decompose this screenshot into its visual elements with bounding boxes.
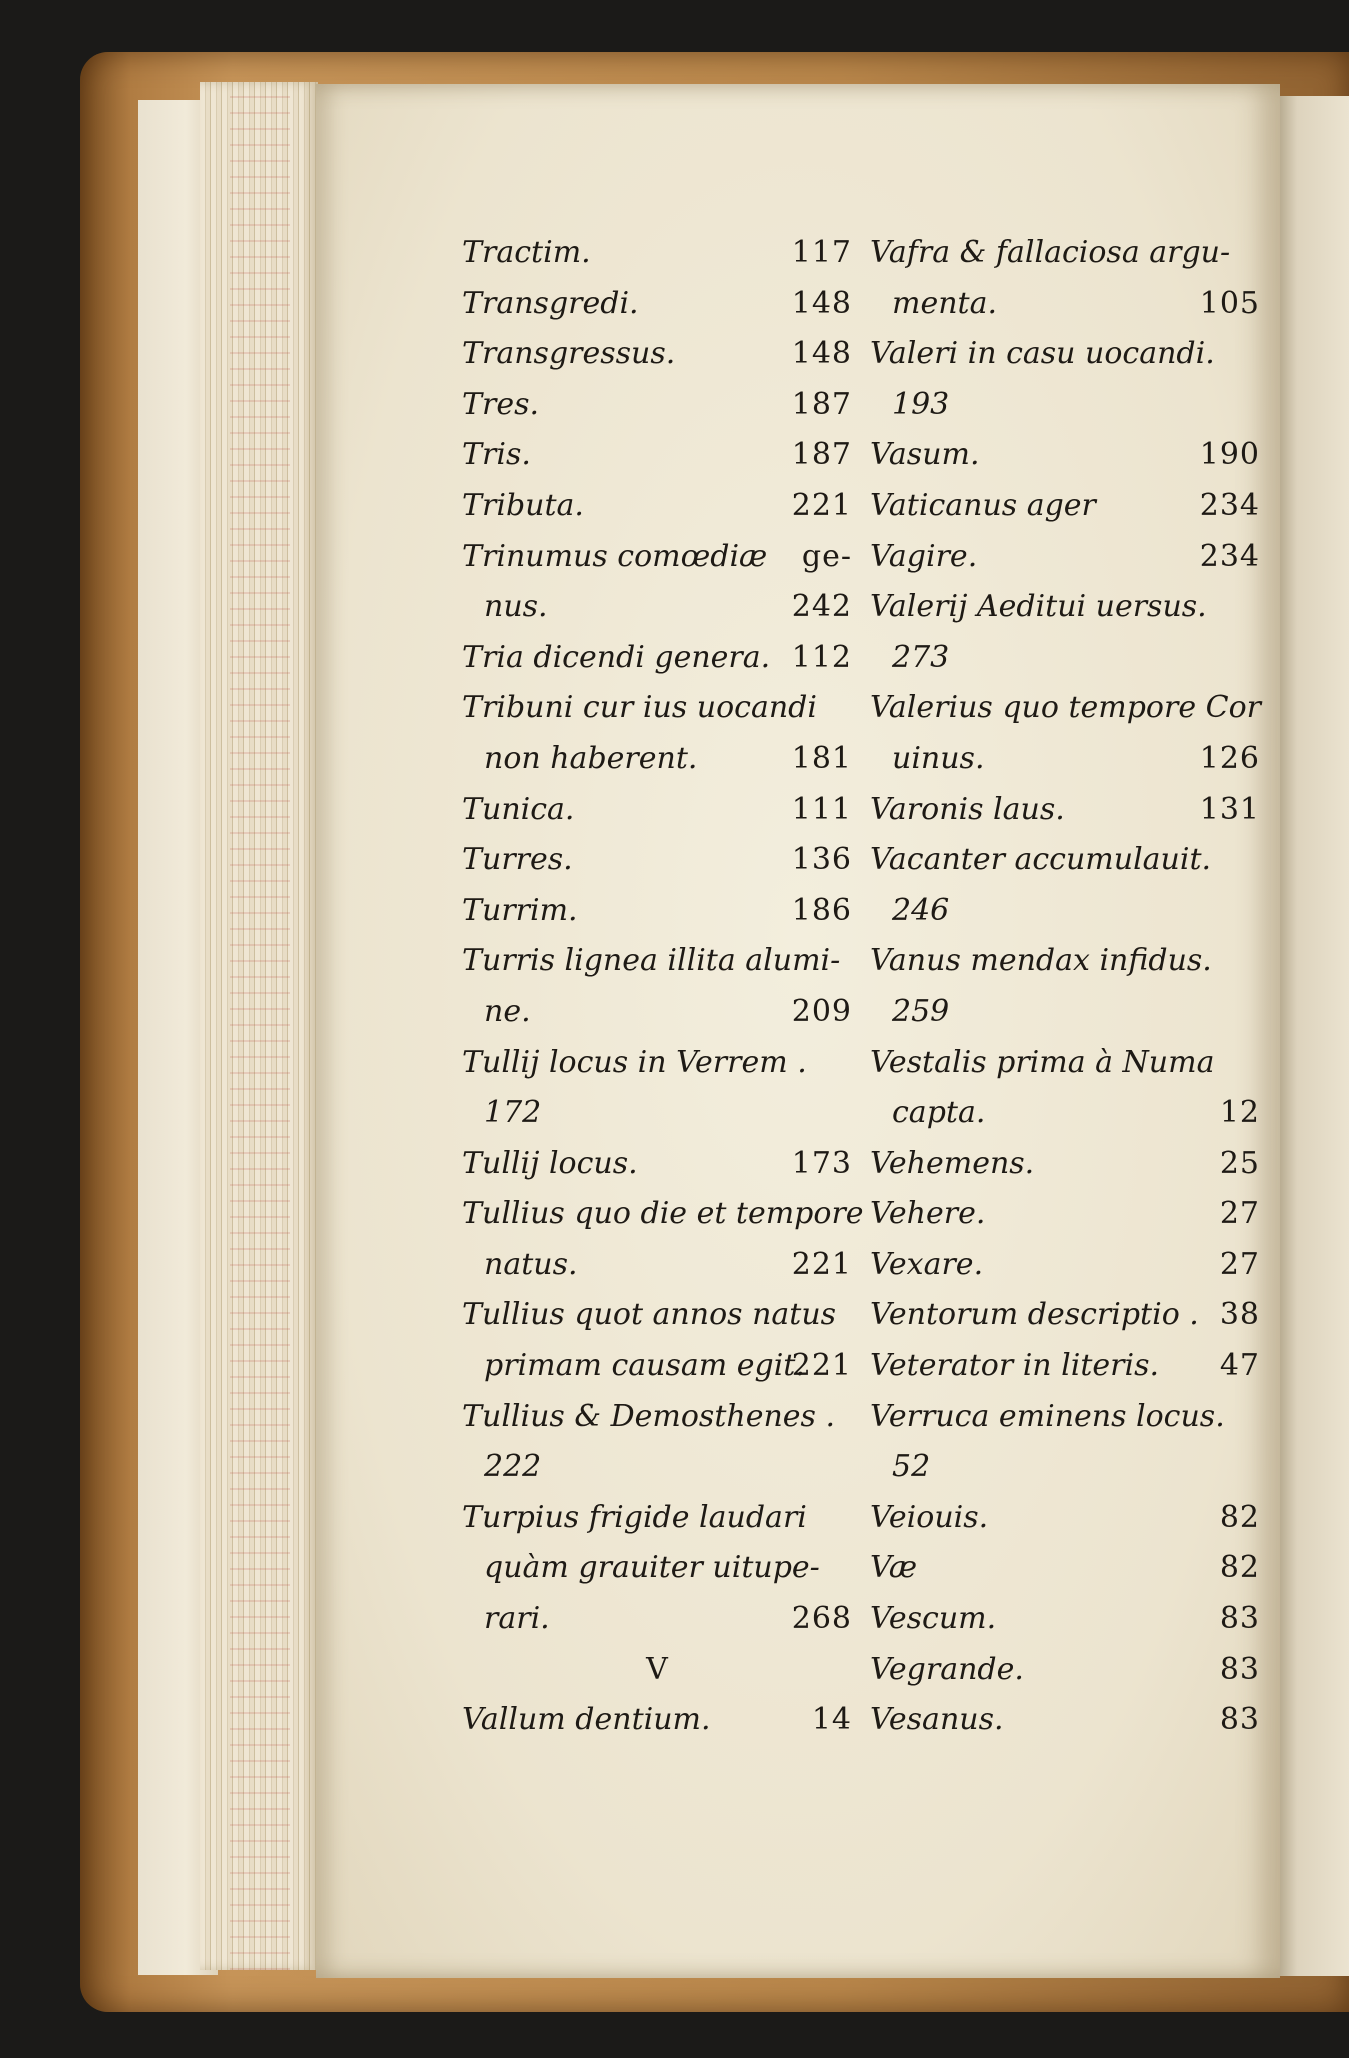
entry-term: quàm grauiter uitupe-	[484, 1550, 820, 1586]
index-entry	[870, 1543, 1260, 1594]
entry-term: Tullij locus in Verrem .	[462, 1044, 807, 1080]
entry-page-number: 47	[1219, 1348, 1260, 1384]
entry-page-number: 187	[791, 437, 852, 473]
index-entry	[462, 987, 852, 1038]
entry-term: Vescum.	[870, 1601, 997, 1637]
entry-term: Turrim.	[462, 892, 578, 928]
index-entry	[462, 228, 852, 279]
entry-page-number: 83	[1219, 1601, 1260, 1637]
entry-term: Tullius quo die et tempore	[462, 1196, 864, 1232]
entry-term: 52	[892, 1449, 931, 1485]
entry-page-number: 136	[791, 842, 852, 878]
index-entry	[870, 734, 1260, 785]
entry-term: Tribuni cur ius uocandi	[462, 690, 817, 726]
entry-term: Vehemens.	[870, 1145, 1035, 1181]
index-entry	[870, 1240, 1260, 1291]
entry-term: 246	[892, 892, 950, 928]
entry-term: menta.	[892, 285, 997, 321]
index-entry	[870, 1341, 1260, 1392]
index-entry	[462, 633, 852, 684]
entry-term: Vesanus.	[870, 1702, 1004, 1738]
entry-page-number: 173	[791, 1145, 852, 1181]
index-entry	[462, 1543, 852, 1594]
index-entry	[870, 633, 1260, 684]
entry-page-number: 105	[1199, 285, 1260, 321]
entry-page-number: 190	[1199, 437, 1260, 473]
entry-term: Væ	[870, 1550, 918, 1586]
index-entry	[870, 1189, 1260, 1240]
index-entry	[870, 1645, 1260, 1696]
entry-term: Vagire.	[870, 538, 978, 574]
index-entry	[462, 1442, 852, 1493]
entry-page-number: 221	[791, 1348, 852, 1384]
index-entry	[462, 1189, 864, 1240]
entry-term: Vexare.	[870, 1246, 984, 1282]
entry-term: Turpius frigide laudari	[462, 1499, 807, 1535]
index-entry	[462, 1038, 852, 1089]
entry-term: Tullius quot annos natus	[462, 1297, 837, 1333]
entry-term: Turris lignea illita alumi-	[462, 943, 841, 979]
index-entry	[870, 430, 1260, 481]
entry-term: Valerij Aeditui uersus.	[870, 589, 1207, 625]
index-entry	[870, 582, 1260, 633]
index-entry	[870, 785, 1260, 836]
entry-term: 273	[892, 639, 950, 675]
entry-page-number: 12	[1219, 1095, 1260, 1131]
entry-page-number: 268	[791, 1601, 852, 1637]
index-entry	[462, 1341, 852, 1392]
entry-term: nus.	[484, 589, 548, 625]
entry-term: Veiouis.	[870, 1499, 989, 1535]
entry-page-number: 111	[791, 791, 852, 827]
entry-term: primam causam egit.	[484, 1348, 805, 1384]
entry-page-number: 82	[1219, 1499, 1260, 1535]
entry-term: 193	[892, 386, 950, 422]
index-entry	[870, 1139, 1260, 1190]
entry-page-number: 14	[811, 1702, 852, 1738]
entry-term: capta.	[892, 1095, 986, 1131]
entry-term: Trinumus comœdiæ	[462, 538, 768, 574]
entry-page-number: 242	[791, 589, 852, 625]
entry-page-number: 83	[1219, 1651, 1260, 1687]
entry-page-number: 234	[1199, 487, 1260, 523]
index-entry	[870, 1695, 1260, 1746]
entry-term: Vafra & fallaciosa argu-	[870, 235, 1231, 270]
index-entry	[870, 279, 1260, 330]
entry-term: non haberent.	[484, 740, 698, 776]
entry-term: 222	[484, 1449, 542, 1485]
index-entry	[870, 1392, 1260, 1443]
index-entry	[870, 1493, 1260, 1544]
index-entry	[870, 532, 1260, 583]
entry-term: Veterator in literis.	[870, 1348, 1160, 1384]
index-entry	[870, 1088, 1260, 1139]
entry-term: Valeri in casu uocandi.	[870, 336, 1215, 372]
index-entry	[462, 1594, 852, 1645]
entry-page-number: 209	[791, 993, 852, 1029]
index-entry	[462, 1088, 852, 1139]
index-entry	[870, 1038, 1260, 1089]
entry-page-number: 187	[791, 386, 852, 422]
entry-term: Turres.	[462, 842, 573, 878]
entry-page-number: 38	[1219, 1297, 1260, 1333]
entry-term: rari.	[484, 1601, 550, 1637]
entry-term: Vanus mendax infidus.	[870, 943, 1212, 979]
entry-term: V	[646, 1651, 668, 1687]
index-entry	[462, 1290, 852, 1341]
index-entry	[462, 329, 852, 380]
index-entry	[462, 734, 852, 785]
entry-term: Transgressus.	[462, 336, 676, 372]
page-edges	[200, 82, 318, 1970]
index-entry	[870, 228, 1260, 279]
index-entry	[462, 785, 852, 836]
entry-term: Tunica.	[462, 791, 575, 827]
index-entry	[870, 1442, 1260, 1493]
entry-page-number: 131	[1199, 791, 1260, 827]
entry-page-number: 27	[1219, 1196, 1260, 1232]
entry-term: Tres.	[462, 386, 540, 422]
entry-term: Varonis laus.	[870, 791, 1065, 827]
entry-term: natus.	[484, 1246, 578, 1282]
index-entry	[870, 1594, 1260, 1645]
entry-term: Tullius & Demosthenes .	[462, 1398, 835, 1434]
entry-page-number: ge-	[801, 538, 852, 574]
index-entry	[462, 1392, 852, 1443]
entry-term: Vehere.	[870, 1196, 986, 1232]
entry-page-number: 221	[791, 1246, 852, 1282]
entry-term: Tributa.	[462, 487, 584, 523]
index-entry	[870, 1290, 1260, 1341]
index-entry	[870, 380, 1260, 431]
index-entry	[870, 683, 1260, 734]
index-entry	[462, 430, 852, 481]
entry-term: 259	[892, 993, 950, 1029]
index-entry	[462, 936, 852, 987]
entry-page-number: 234	[1199, 538, 1260, 574]
entry-term: Tris.	[462, 437, 531, 473]
entry-term: Transgredi.	[462, 285, 639, 321]
index-entry	[870, 329, 1260, 380]
index-entry	[870, 987, 1260, 1038]
entry-term: Tullij locus.	[462, 1145, 638, 1181]
index-column-right	[870, 228, 1260, 1746]
entry-term: 172	[484, 1095, 542, 1131]
index-entry	[870, 936, 1260, 987]
entry-term: Vestalis prima à Numa	[870, 1044, 1215, 1080]
facing-page-edge	[1280, 96, 1349, 1976]
index-entry	[462, 1493, 852, 1544]
index-entry	[462, 380, 852, 431]
entry-page-number: 82	[1219, 1550, 1260, 1586]
entry-term: Ventorum descriptio .	[870, 1297, 1199, 1333]
entry-page-number: 126	[1199, 740, 1260, 776]
entry-term: Tria dicendi genera.	[462, 639, 771, 675]
index-entry	[462, 1240, 852, 1291]
entry-term: Verruca eminens locus.	[870, 1398, 1225, 1434]
entry-page-number: 186	[791, 892, 852, 928]
index-entry	[462, 1645, 852, 1696]
entry-term: Vallum dentium.	[462, 1702, 711, 1738]
index-entry	[462, 835, 852, 886]
entry-page-number: 112	[791, 639, 852, 675]
entry-page-number: 148	[791, 336, 852, 372]
entry-term: Tractim.	[462, 235, 591, 270]
index-entry	[462, 683, 852, 734]
entry-page-number: 25	[1219, 1145, 1260, 1181]
index-entry	[462, 481, 852, 532]
index-column-left	[462, 228, 864, 1746]
entry-term: Valerius quo tempore Cor	[870, 690, 1261, 726]
entry-term: Vasum.	[870, 437, 980, 473]
entry-term: ne.	[484, 993, 531, 1029]
entry-term: Vegrande.	[870, 1651, 1024, 1687]
index-entry	[462, 532, 852, 583]
entry-page-number: 117	[791, 235, 852, 270]
index-entry	[462, 279, 852, 330]
entry-page-number: 221	[791, 487, 852, 523]
entry-term: Vaticanus ager	[870, 487, 1096, 523]
index-entry	[462, 886, 852, 937]
entry-page-number: 148	[791, 285, 852, 321]
index-entry	[462, 1139, 852, 1190]
index-entry	[870, 886, 1260, 937]
entry-term: uinus.	[892, 740, 985, 776]
index-entry	[870, 835, 1260, 886]
entry-page-number: 83	[1219, 1702, 1260, 1738]
entry-page-number: 181	[791, 740, 852, 776]
index-entry	[462, 1695, 852, 1746]
index-entry	[462, 582, 852, 633]
entry-term: Vacanter accumulauit.	[870, 842, 1212, 878]
entry-page-number: 27	[1219, 1246, 1260, 1282]
index-entry	[870, 481, 1260, 532]
